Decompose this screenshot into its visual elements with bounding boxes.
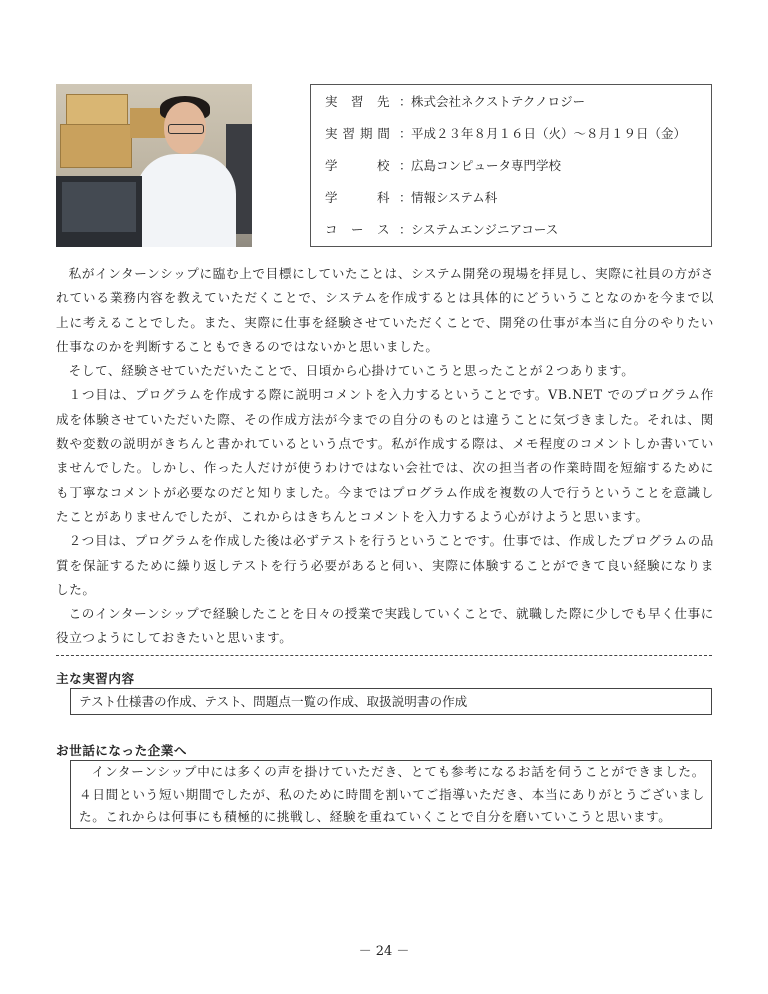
info-label: 実 習 期 間 xyxy=(325,126,391,141)
internship-info-box xyxy=(310,84,712,247)
tasks-content: テスト仕様書の作成、テスト、問題点一覧の作成、取扱説明書の作成 xyxy=(79,694,468,709)
tasks-title: 主な実習内容 xyxy=(56,671,135,686)
info-value: 平成２３年８月１６日（火）～８月１９日（金） xyxy=(411,126,687,141)
info-value: 株式会社ネクストテクノロジー xyxy=(411,94,586,109)
info-colon: ： xyxy=(399,94,412,109)
info-colon: ： xyxy=(399,126,412,141)
info-label: 学 校 xyxy=(325,158,391,173)
body-paragraph: そして、経験させていただいたことで、日頃から心掛けていこうと思ったことが２つあります。 xyxy=(68,363,635,379)
info-colon: ： xyxy=(399,158,412,173)
section-divider xyxy=(56,655,712,656)
info-label: 学 科 xyxy=(325,190,391,205)
info-label: コ ー ス xyxy=(325,222,391,237)
body-paragraph: ２つ目は、プログラムを作成した後は必ずテストを行うということです。仕事では、作成したプログラムの品質を保証するために繰り返しテストを行う必要があると伺い、実際に体験することができて良い経験になりました。 xyxy=(56,533,714,597)
thanks-content: インターンシップ中には多くの声を掛けていただき、とても参考になるお話を伺うことができました。４日間という短い期間でしたが、私のために時間を割いてご指導いただき、本当にありがとうございました。これからは何事にも積極的に挑戦し、経験を重ねていくことで自分を磨いていこうと思います。 xyxy=(79,764,705,824)
page-number: － 24 － xyxy=(358,944,410,959)
tasks-box xyxy=(70,688,712,715)
info-colon: ： xyxy=(399,222,412,237)
body-paragraph: １つ目は、プログラムを作成する際に説明コメントを入力するということです。VB.NET でのプログラム作成を体験させていただいた際、その作成方法が今までの自分のものとは違うことに気づきました。それは、関数や変数の説明がきちんと書かれているという点です。私が作成する際は、メモ程度のコメントしか書いていませんでした。しかし、作った人だけが使うわけではない会社では、次の担当者の作業時間を短縮するためにも丁寧なコメントが必要なのだと知りました。今まではプログラム作成を複数の人で行うということを意識したことがありませんでしたが、これからはきちんとコメントを入力するよう心がけようと思います。 xyxy=(56,387,714,524)
body-paragraph: 私がインターンシップに臨む上で目標にしていたことは、システム開発の現場を拝見し、実際に社員の方がされている業務内容を教えていただくことで、システムを作成するとは具体的にどういうことなのかを今まで以上に考えることでした。また、実際に仕事を経験させていただくことで、開発の仕事が本当に自分のやりたい仕事なのかを判断することもできるのではないかと思いました。 xyxy=(56,266,714,354)
thanks-title: お世話になった企業へ xyxy=(56,743,187,758)
info-value: 情報システム科 xyxy=(411,190,498,205)
info-value: システムエンジニアコース xyxy=(411,222,559,237)
info-value: 広島コンピュータ専門学校 xyxy=(411,158,562,173)
thanks-box xyxy=(70,760,712,829)
student-photo xyxy=(56,84,252,247)
report-body xyxy=(56,262,714,651)
info-label: 実 習 先 xyxy=(325,94,391,109)
info-colon: ： xyxy=(399,190,412,205)
body-paragraph: このインターンシップで経験したことを日々の授業で実践していくことで、就職した際に少しでも早く仕事に役立つようにしておきたいと思います。 xyxy=(56,606,714,646)
